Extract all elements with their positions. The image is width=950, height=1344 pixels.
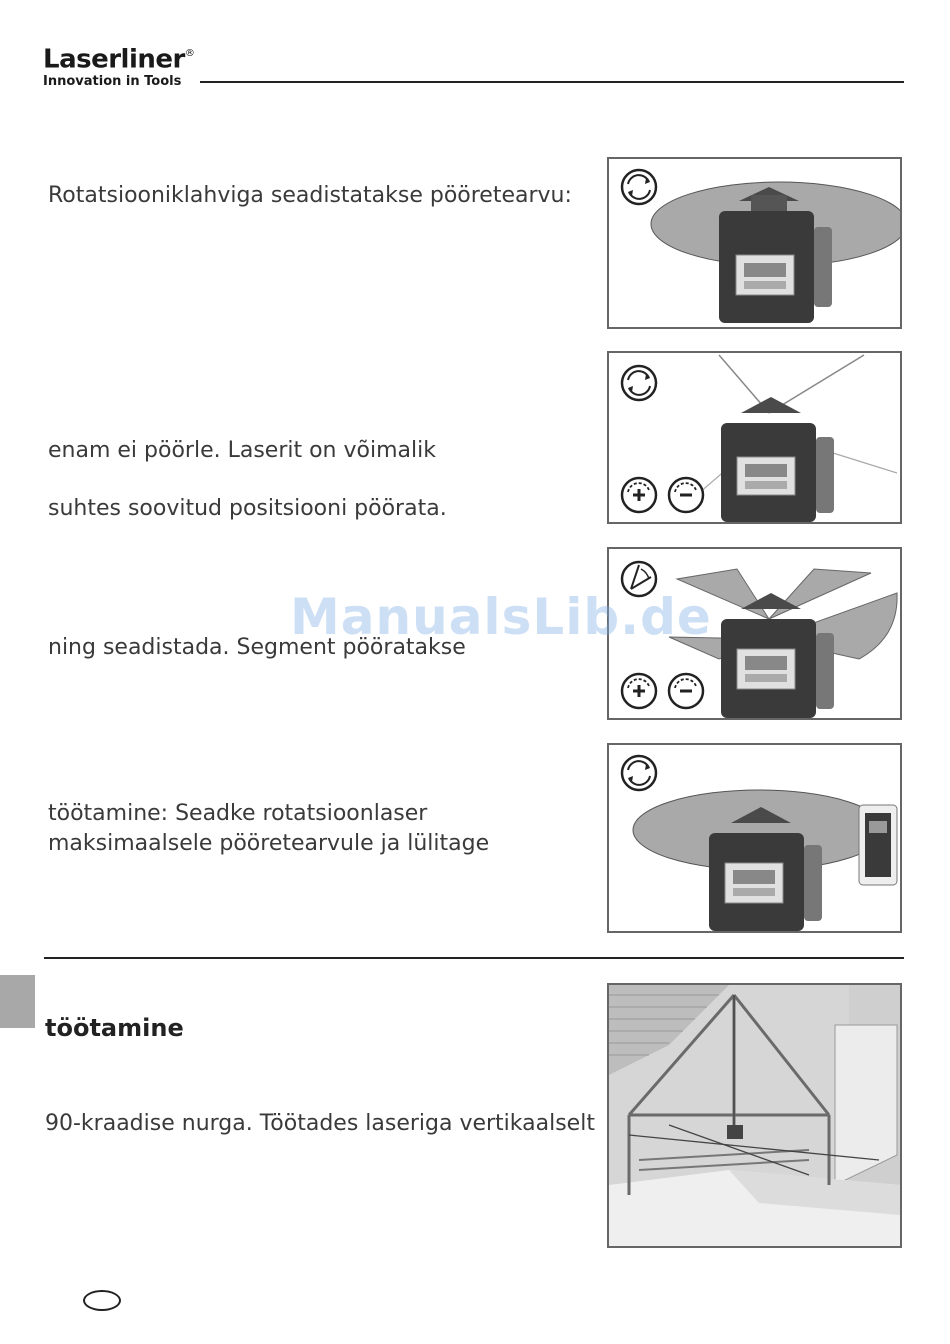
section-heading: töötamine <box>45 1014 184 1042</box>
language-badge <box>83 1290 121 1311</box>
paragraph-receiver-line1: töötamine: Seadke rotatsioonlaser <box>48 801 428 826</box>
brand-tagline: Innovation in Tools <box>43 73 182 89</box>
section-divider <box>44 957 904 959</box>
figure-vertical-construction <box>607 983 902 1248</box>
section-tab <box>0 975 35 1028</box>
figure-receiver-mode <box>607 743 902 933</box>
laser-receiver <box>859 805 897 885</box>
watermark: ManualsLib.de <box>290 588 712 646</box>
registered-mark: ® <box>184 48 195 59</box>
paragraph-rotation: Rotatsiooniklahviga seadistatakse pööretearvu: <box>48 183 572 208</box>
paragraph-scan: ning seadistada. Segment pööratakse <box>48 635 466 660</box>
plus-rotate-icon <box>622 478 656 512</box>
minus-rotate-icon <box>669 674 703 708</box>
rotation-icon <box>622 756 656 790</box>
brand-name: Laserliner <box>43 44 185 75</box>
rotation-icon <box>622 366 656 400</box>
minus-rotate-icon <box>669 478 703 512</box>
rotation-icon <box>622 170 656 204</box>
plus-rotate-icon <box>622 674 656 708</box>
paragraph-receiver-line2: maksimaalsele pööretearvule ja lülitage <box>48 831 490 856</box>
figure-point-mode <box>607 351 902 524</box>
section-paragraph: 90-kraadise nurga. Töötades laseriga vertikaalselt <box>45 1111 595 1136</box>
brand-logo <box>43 42 194 89</box>
laser-device <box>721 397 834 522</box>
paragraph-point-line1: enam ei pöörle. Laserit on võimalik <box>48 438 436 463</box>
figure-rotation-mode <box>607 157 902 329</box>
header-divider <box>200 81 904 83</box>
paragraph-point-line2: suhtes soovitud positsiooni pöörata. <box>48 496 447 521</box>
